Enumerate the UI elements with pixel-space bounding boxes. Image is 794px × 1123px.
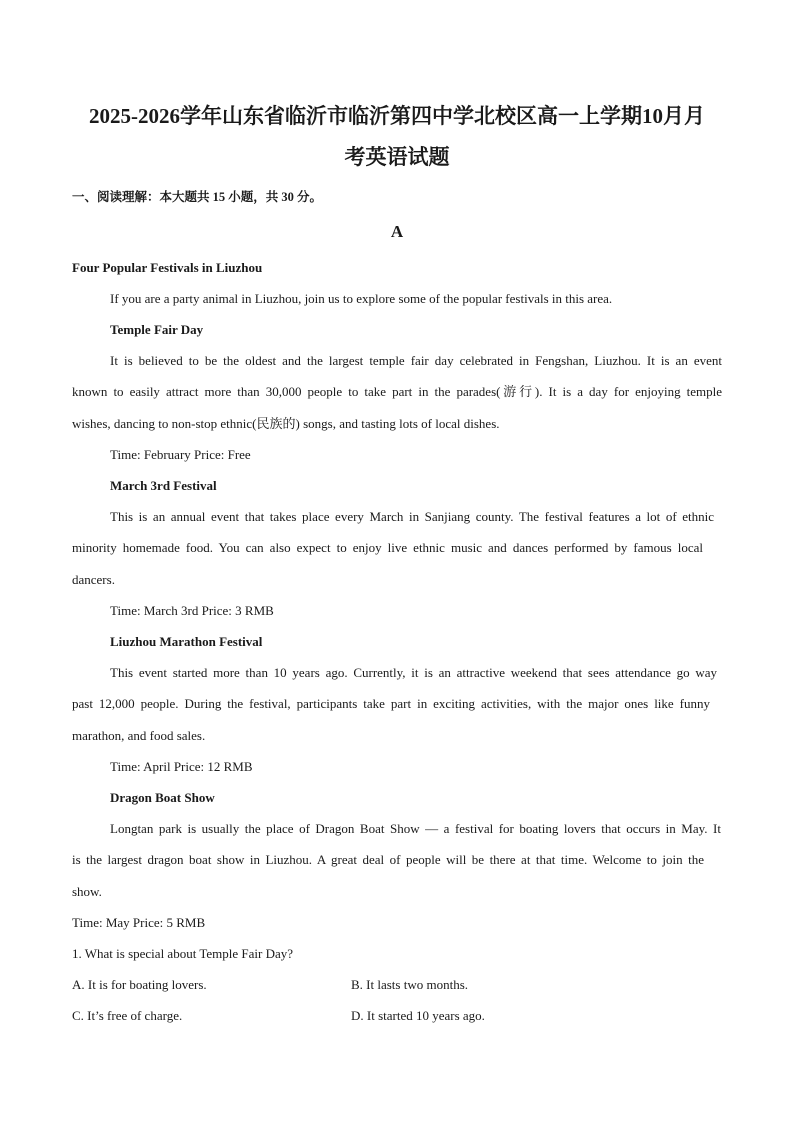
document-title-line2: 考英语试题	[344, 145, 450, 169]
paragraph-line: is the largest dragon boat show in Liuzhou. A great deal of people will be there at that time. Welcome to join the	[72, 852, 704, 867]
option-a[interactable]: A. It is for boating lovers.	[72, 977, 207, 992]
passage-title: Four Popular Festivals in Liuzhou	[72, 260, 263, 275]
paragraph-line: marathon, and food sales.	[72, 728, 206, 743]
option-c[interactable]: C. It’s free of charge.	[72, 1008, 183, 1023]
part-letter: A	[390, 222, 404, 241]
festival-heading: Liuzhou Marathon Festival	[110, 634, 263, 649]
festival-heading: Temple Fair Day	[110, 322, 204, 337]
festival-info: Time: February Price: Free	[110, 447, 251, 462]
paragraph-line: show.	[72, 884, 102, 899]
festival-info: Time: April Price: 12 RMB	[110, 759, 253, 774]
intro-paragraph: If you are a party animal in Liuzhou, join us to explore some of the popular festivals in this area.	[110, 291, 613, 306]
festival-heading: March 3rd Festival	[110, 478, 217, 493]
festival-info: Time: March 3rd Price: 3 RMB	[110, 603, 274, 618]
question-text: 1. What is special about Temple Fair Day?	[72, 946, 293, 961]
paragraph-line: wishes, dancing to non-stop ethnic(民族的) songs, and tasting lots of local dishes.	[72, 416, 500, 431]
option-d[interactable]: D. It started 10 years ago.	[351, 1008, 485, 1023]
paragraph-line: Longtan park is usually the place of Dragon Boat Show — a festival for boating lovers that occurs in May. It	[110, 821, 721, 836]
paragraph-line: This event started more than 10 years ago. Currently, it is an attractive weekend that sees attendance go way	[110, 665, 717, 680]
document-title-line1: 2025-2026学年山东省临沂市临沂第四中学北校区高一上学期10月月	[89, 104, 705, 128]
paragraph-line: known to easily attract more than 30,000 people to take part in the parades(游行). It is a day for enjoying temple	[72, 384, 722, 399]
paragraph-line: It is believed to be the oldest and the largest temple fair day celebrated in Fengshan, Liuzhou. It is an event	[110, 353, 722, 368]
paragraph-line: This is an annual event that takes place every March in Sanjiang county. The festival features a lot of ethnic	[110, 509, 714, 524]
paragraph-line: dancers.	[72, 572, 115, 587]
festival-info: Time: May Price: 5 RMB	[72, 915, 206, 930]
option-b[interactable]: B. It lasts two months.	[351, 977, 469, 992]
section-heading: 一、阅读理解：本大题共 15 小题，共 30 分。	[72, 190, 323, 204]
festival-heading: Dragon Boat Show	[110, 790, 215, 805]
paragraph-line: past 12,000 people. During the festival, participants take part in exciting activities, with the major ones like funny	[72, 696, 710, 711]
paragraph-line: minority homemade food. You can also expect to enjoy live ethnic music and dances performed by famous local	[72, 540, 703, 555]
